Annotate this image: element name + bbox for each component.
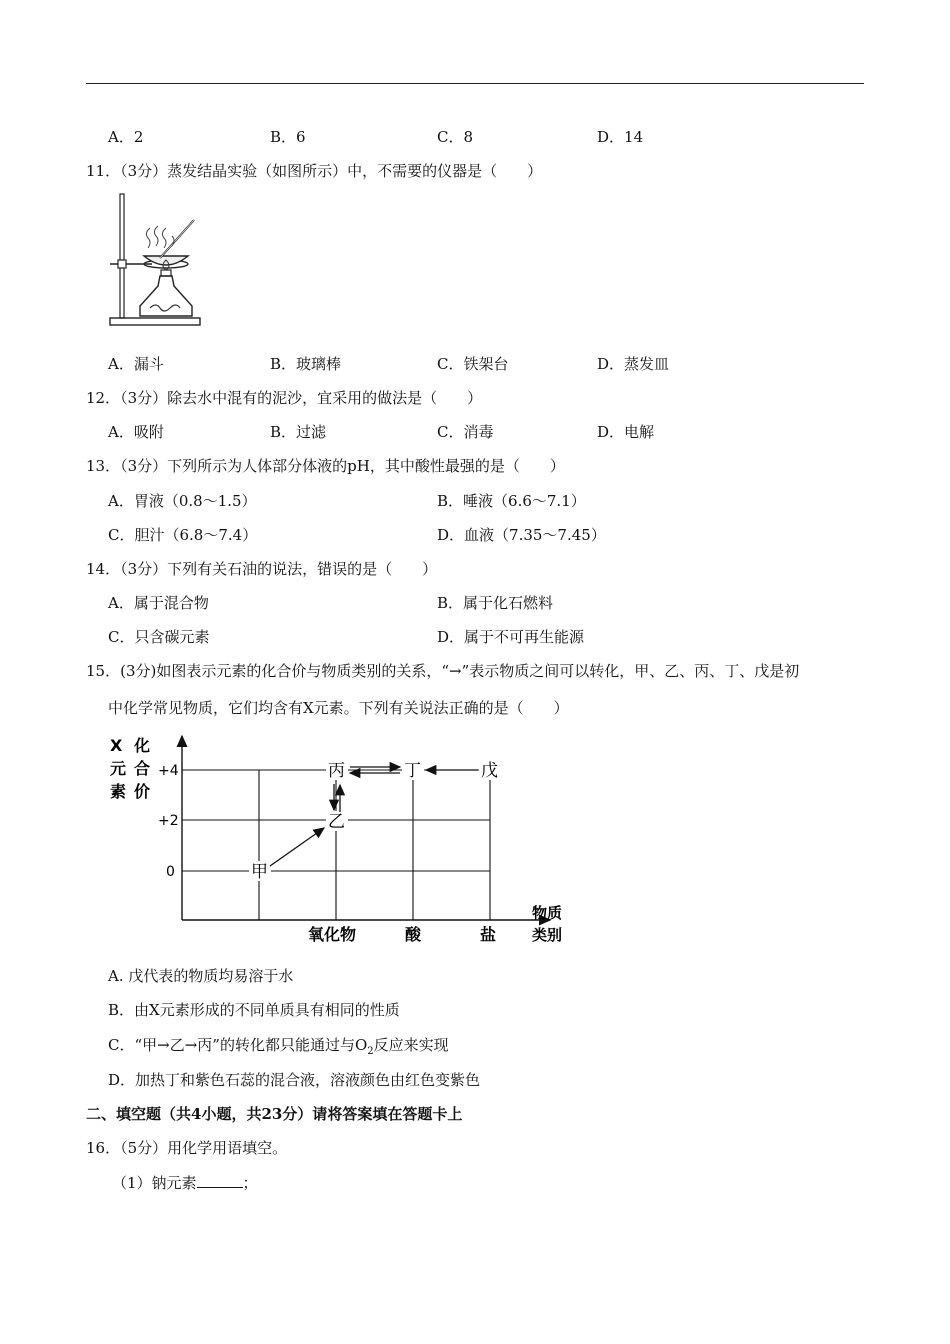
q11-option-a: A．漏斗 [108, 355, 164, 373]
q11-option-c: C．铁架台 [437, 355, 509, 373]
node-ding: 丁 [404, 761, 421, 781]
q13-option-b: B．唾液（6.6～7.1） [437, 492, 586, 510]
q14-stem: 14．（3分）下列有关石油的说法，错误的是（ ） [86, 560, 438, 578]
q13-stem: 13．（3分）下列所示为人体部分体液的pH，其中酸性最强的是（ ） [86, 457, 565, 475]
q15-stem-line2: 中化学常见物质，它们均含有X元素。下列有关说法正确的是（ ） [108, 699, 569, 717]
arrow-jia-to-yi [270, 828, 324, 866]
q13-option-d: D．血液（7.35～7.45） [437, 526, 606, 544]
q12-option-a: A．吸附 [108, 423, 164, 441]
q12-option-c: C．消毒 [437, 423, 494, 441]
q12-option-b: B．过滤 [270, 423, 327, 441]
q10-option-b: B．6 [270, 128, 306, 146]
y-title-su: 素 [110, 782, 127, 801]
y-title-yuan: 元 [110, 759, 127, 778]
q13-option-a: A．胃液（0.8～1.5） [108, 492, 257, 510]
q12-stem: 12．（3分）除去水中混有的泥沙，宜采用的做法是（ ） [86, 389, 483, 407]
q13-option-c: C．胆汁（6.8～7.4） [108, 526, 258, 544]
section-title: 二、填空题（共4小题，共23分）请将答案填在答题卡上 [86, 1105, 463, 1123]
x-title-line1: 物质 [532, 904, 563, 922]
header-rule [86, 83, 864, 84]
q15-option-b: B．由X元素形成的不同单质具有相同的性质 [108, 1001, 400, 1019]
q14-option-d: D．属于不可再生能源 [437, 628, 585, 646]
q11-stem: 11．（3分）蒸发结晶实验（如图所示）中，不需要的仪器是（ ） [86, 162, 543, 180]
y-tick-plus4: +4 [158, 763, 179, 779]
q10-option-c: C．8 [437, 128, 474, 146]
q16-stem: 16．（5分）用化学用语填空。 [86, 1139, 288, 1157]
q12-option-d: D．电解 [597, 423, 655, 441]
x-tick-acid: 酸 [405, 925, 422, 944]
q10-option-d: D．14 [597, 128, 644, 146]
x-title-line2: 类别 [532, 926, 563, 944]
q15-option-c: C．“甲→乙→丙”的转化都只能通过与$O_2$反应来实现 [108, 1036, 449, 1057]
y-title-x: X [110, 736, 123, 755]
q11-option-b: B．玻璃棒 [270, 355, 342, 373]
evaporation-apparatus-figure [108, 190, 204, 330]
y-tick-plus2: +2 [158, 813, 179, 829]
q15-option-d: D．加热丁和紫色石蕊的混合液，溶液颜色由红色变紫色 [108, 1071, 481, 1089]
y-tick-zero: 0 [166, 864, 175, 880]
q11-option-d: D．蒸发皿 [597, 355, 670, 373]
node-jia: 甲 [251, 862, 268, 882]
x-tick-oxide: 氧化物 [308, 925, 357, 944]
q10-option-a: A．2 [108, 128, 144, 146]
y-title-he: 合 [134, 759, 151, 778]
x-tick-salt: 盐 [480, 925, 497, 944]
y-title-hua: 化 [134, 736, 151, 755]
answer-blank[interactable] [197, 1173, 243, 1188]
node-yi: 乙 [328, 812, 345, 832]
q15-option-a: A. 戊代表的物质均易溶于水 [108, 967, 294, 985]
q14-option-a: A．属于混合物 [108, 594, 209, 612]
q14-option-b: B．属于化石燃料 [437, 594, 554, 612]
q15-stem-line1: 15．(3分)如图表示元素的化合价与物质类别的关系，“→”表示物质之间可以转化，甲、乙、丙、丁、戊是初 [86, 662, 800, 680]
valence-category-diagram [104, 730, 574, 950]
y-title-jia: 价 [134, 782, 151, 801]
q14-option-c: C．只含碳元素 [108, 628, 210, 646]
node-wu: 戊 [481, 761, 498, 781]
node-bing: 丙 [328, 761, 345, 781]
q16-sub1: （1）钠元素 ； [112, 1174, 258, 1192]
